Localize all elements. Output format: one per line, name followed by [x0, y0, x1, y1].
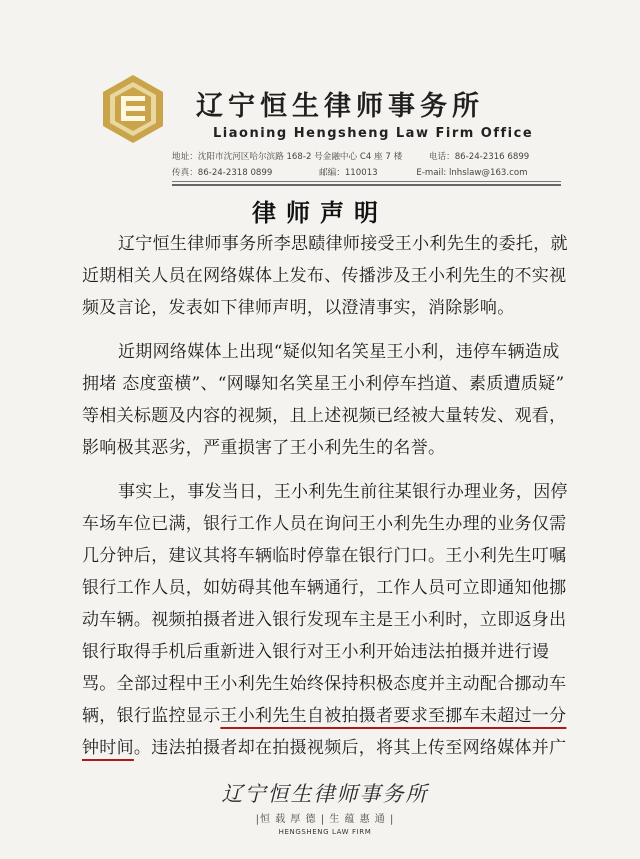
text-line: 近期相关人员在网络媒体上发布、传播涉及王小利先生的不实视 [82, 266, 567, 286]
firm-email: E-mail: lnhslaw@163.com [416, 168, 528, 178]
underlined-text: 钟时间 [82, 738, 134, 758]
paragraph-3 [82, 476, 582, 764]
stamp-motto: |恒 载 厚 德 | 生 蕴 惠 通 | [255, 814, 395, 825]
law-firm-emblem-icon [100, 73, 166, 145]
text-segment: 。违法拍摄者却在拍摄视频后，将其上传至网络媒体并广 [133, 738, 567, 758]
contact-row-1 [172, 150, 529, 162]
document-title: 律师声明 [252, 199, 388, 227]
text-line: 近期网络媒体上出现“疑似知名笑星王小利，违停车辆造成 [118, 342, 560, 362]
stamp-firm-name-en: HENGSHENG LAW FIRM [278, 828, 372, 836]
text-line: 拥堵 态度蛮横”、“网曝知名笑星王小利停车挡道、素质遭质疑” [82, 374, 565, 394]
text-line-highlighted [82, 700, 582, 732]
text-line-highlighted [82, 732, 582, 764]
text-line: 等相关标题及内容的视频，且上述视频已经被大量转发、观看， [82, 406, 567, 426]
paragraph-2 [82, 336, 582, 464]
text-line: 几分钟后，建议其将车辆临时停靠在银行门口。王小利先生叮嘱 [82, 546, 567, 566]
firm-name-en: Liaoning Hengsheng Law Firm Office [213, 126, 534, 141]
text-segment: 辆，银行监控显示 [82, 706, 221, 726]
letterhead [0, 0, 640, 185]
text-line: 银行取得手机后重新进入银行对王小利开始违法拍摄并进行谩 [82, 642, 550, 662]
firm-phone: 电话：86-24-2316 6899 [428, 152, 530, 162]
text-line: 影响极其恶劣，严重损害了王小利先生的名誉。 [82, 438, 446, 458]
firm-address: 地址：沈阳市沈河区哈尔滨路 168-2 号金融中心 C4 座 7 楼 [172, 152, 403, 162]
letterhead-divider-thick [172, 184, 561, 186]
text-line: 动车辆。视频拍摄者进入银行发现车主是王小利时，立即返身出 [82, 610, 567, 630]
text-line: 车场车位已满，银行工作人员在询问王小利先生办理的业务仅需 [82, 514, 567, 534]
contact-row-2 [172, 166, 527, 178]
letterhead-divider [172, 181, 561, 182]
text-line: 骂。全部过程中王小利先生始终保持积极态度并主动配合挪动车 [82, 674, 567, 694]
text-line: 事实上，事发当日，王小利先生前往某银行办理业务，因停 [118, 482, 568, 502]
firm-name-cn: 辽宁恒生律师事务所 [196, 91, 484, 122]
text-line: 辽宁恒生律师事务所李思赜律师接受王小利先生的委托，就 [118, 234, 568, 254]
stamp-firm-name-cn: 辽宁恒生律师事务所 [221, 782, 429, 806]
text-line: 频及言论，发表如下律师声明，以澄清事实，消除影响。 [82, 298, 515, 318]
text-line: 银行工作人员，如妨碍其他车辆通行，工作人员可立即通知他挪 [82, 578, 567, 598]
firm-postcode: 邮编：110013 [319, 168, 378, 178]
statement-body [82, 228, 582, 764]
paragraph-1 [82, 228, 582, 324]
underlined-text: 王小利先生自被拍摄者要求至挪车未超过一分 [220, 706, 567, 726]
firm-footer-stamp [220, 778, 430, 836]
firm-fax: 传真：86-24-2318 0899 [172, 168, 273, 178]
